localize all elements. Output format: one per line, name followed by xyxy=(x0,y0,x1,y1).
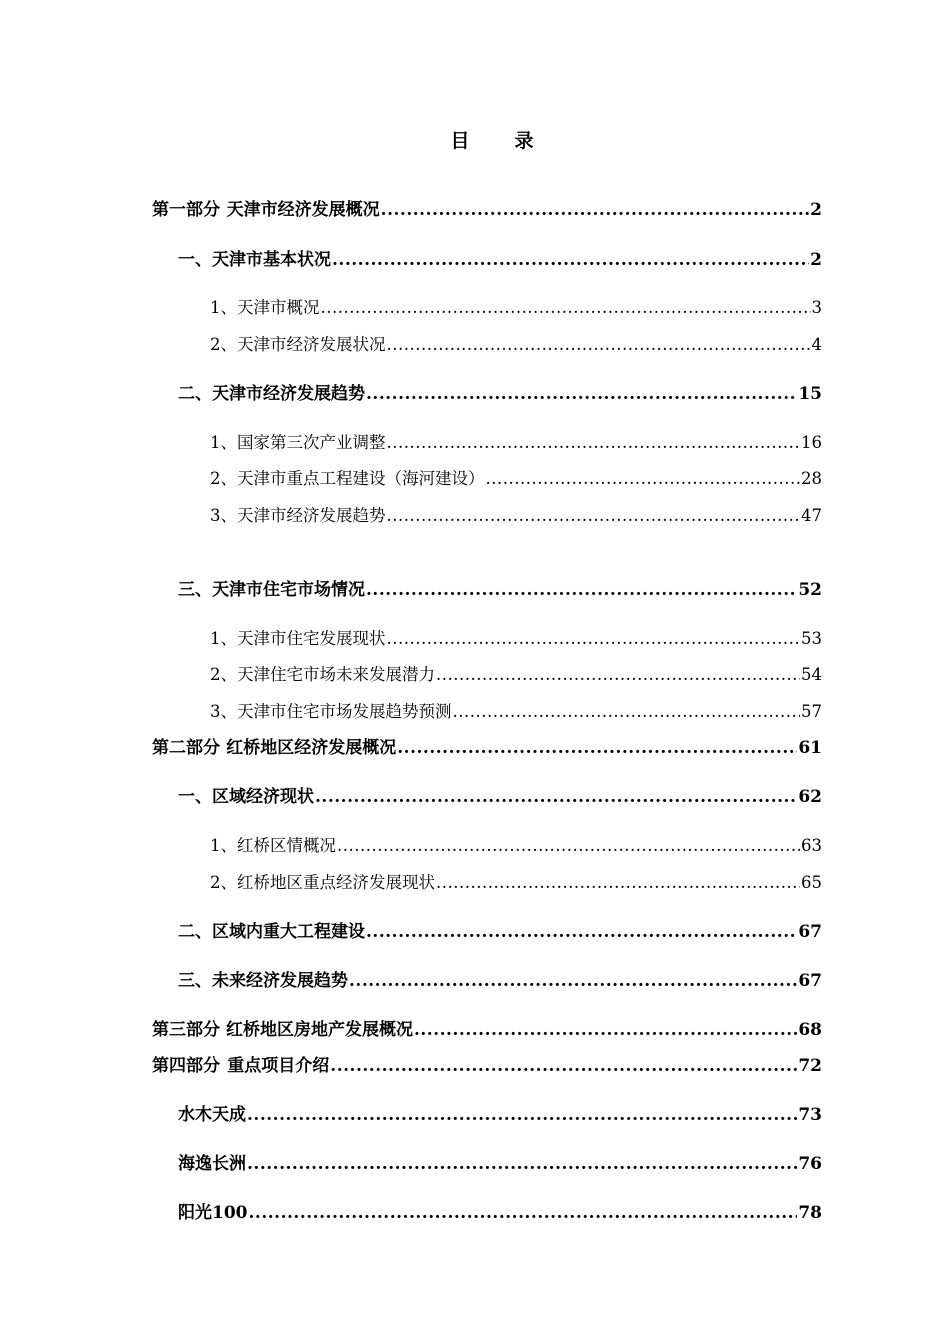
toc-title: 阳光100 xyxy=(178,1203,248,1223)
toc-entry-project-1[interactable] xyxy=(178,1104,822,1126)
toc-leader xyxy=(366,579,797,601)
toc-number: 2、 xyxy=(210,469,237,488)
toc-title: 天津住宅市场未来发展潜力 xyxy=(237,665,435,684)
toc-number: 二、 xyxy=(178,384,212,404)
toc-title: 天津市概况 xyxy=(237,298,320,317)
toc-entry-section-1-2[interactable] xyxy=(178,383,822,405)
toc-leader xyxy=(332,249,809,271)
toc-entry-project-2[interactable] xyxy=(178,1153,822,1175)
toc-number: 第三部分 xyxy=(152,1020,220,1040)
toc-leader xyxy=(315,786,797,808)
toc-leader xyxy=(330,1055,797,1077)
toc-entry-section-1-1[interactable] xyxy=(178,249,822,271)
toc-leader xyxy=(247,1153,797,1175)
toc-title: 天津市重点工程建设（海河建设） xyxy=(237,469,485,488)
toc-entry-item-1-1-1[interactable] xyxy=(210,297,822,319)
toc-page-number: 73 xyxy=(798,1105,822,1125)
toc-page-number: 63 xyxy=(801,836,822,855)
toc-leader xyxy=(387,505,801,527)
toc-title: 红桥地区重点经济发展现状 xyxy=(237,873,435,892)
toc-leader xyxy=(366,383,797,405)
toc-page-number: 2 xyxy=(810,200,822,220)
toc-entry-item-1-2-3[interactable] xyxy=(210,505,822,527)
toc-page-number: 76 xyxy=(798,1154,822,1174)
toc-page-number: 65 xyxy=(801,873,822,892)
toc-number: 2、 xyxy=(210,873,237,892)
toc-page-number: 15 xyxy=(798,384,822,404)
toc-page-number: 28 xyxy=(801,469,822,488)
toc-title: 天津市住宅市场情况 xyxy=(212,580,365,600)
toc-page-number: 54 xyxy=(801,665,822,684)
toc-number: 第四部分 xyxy=(152,1056,220,1076)
toc-page-number: 62 xyxy=(798,787,822,807)
toc-page-number: 61 xyxy=(798,738,822,758)
toc-title: 水木天成 xyxy=(178,1105,246,1125)
toc-page-number: 72 xyxy=(798,1056,822,1076)
toc-title: 红桥地区房地产发展概况 xyxy=(225,1020,413,1040)
toc-entry-section-1-3[interactable] xyxy=(178,579,822,601)
toc-leader xyxy=(436,872,800,894)
toc-entry-item-1-2-1[interactable] xyxy=(210,432,822,454)
toc-number: 第一部分 xyxy=(152,200,220,220)
toc-page-number: 2 xyxy=(810,250,822,270)
toc-entry-part-1[interactable] xyxy=(152,199,822,221)
toc-entry-part-4[interactable] xyxy=(152,1055,822,1077)
toc-page-number: 57 xyxy=(801,702,822,721)
toc-entry-item-2-1-2[interactable] xyxy=(210,872,822,894)
toc-number: 二、 xyxy=(178,922,212,942)
toc-number: 2、 xyxy=(210,335,237,354)
toc-entry-item-2-1-1[interactable] xyxy=(210,835,822,857)
toc-entry-item-1-3-1[interactable] xyxy=(210,628,822,650)
toc-leader xyxy=(387,432,801,454)
page-title xyxy=(0,126,950,153)
toc-entry-project-3[interactable] xyxy=(178,1202,822,1224)
toc-title: 区域内重大工程建设 xyxy=(212,922,365,942)
toc-title: 天津市经济发展趋势 xyxy=(237,506,386,525)
toc-page-number: 67 xyxy=(798,922,822,942)
toc-leader xyxy=(321,297,811,319)
toc-number: 1、 xyxy=(210,298,237,317)
title-char-2: 录 xyxy=(514,130,535,152)
toc-entry-section-2-2[interactable] xyxy=(178,921,822,943)
toc-entry-section-2-3[interactable] xyxy=(178,970,822,992)
toc-title: 天津市住宅市场发展趋势预测 xyxy=(237,702,452,721)
toc-page-number: 68 xyxy=(798,1020,822,1040)
toc-title: 天津市经济发展状况 xyxy=(237,335,386,354)
toc-title: 天津市住宅发展现状 xyxy=(237,629,386,648)
toc-number: 1、 xyxy=(210,836,237,855)
toc-leader xyxy=(366,921,797,943)
toc-leader xyxy=(397,737,797,759)
toc-number: 3、 xyxy=(210,506,237,525)
toc-title: 红桥地区经济发展概况 xyxy=(226,738,397,758)
toc-number: 一、 xyxy=(178,787,212,807)
toc-number: 一、 xyxy=(178,250,212,270)
toc-page-number: 53 xyxy=(801,629,822,648)
toc-leader xyxy=(414,1019,797,1041)
toc-leader xyxy=(337,835,800,857)
toc-page-number: 52 xyxy=(798,580,822,600)
toc-entry-item-1-1-2[interactable] xyxy=(210,334,822,356)
toc-leader xyxy=(387,628,801,650)
toc-title: 区域经济现状 xyxy=(212,787,314,807)
toc-title: 红桥区情概况 xyxy=(237,836,336,855)
toc-entry-item-1-2-2[interactable] xyxy=(210,468,822,490)
toc-title: 天津市经济发展概况 xyxy=(226,200,380,220)
toc-leader xyxy=(453,701,801,723)
toc-title: 国家第三次产业调整 xyxy=(237,433,386,452)
toc-page-number: 3 xyxy=(811,298,822,317)
toc-entry-part-3[interactable] xyxy=(152,1019,822,1041)
toc-title: 天津市经济发展趋势 xyxy=(212,384,365,404)
toc-page-number: 67 xyxy=(798,971,822,991)
toc-entry-part-2[interactable] xyxy=(152,737,822,759)
toc-entry-item-1-3-3[interactable] xyxy=(210,701,822,723)
toc-leader xyxy=(381,199,809,221)
toc-title: 海逸长洲 xyxy=(178,1154,246,1174)
toc-number: 2、 xyxy=(210,665,237,684)
toc-leader xyxy=(247,1104,797,1126)
title-char-1: 目 xyxy=(450,130,471,152)
toc-title: 未来经济发展趋势 xyxy=(212,971,348,991)
toc-number: 第二部分 xyxy=(152,738,220,758)
toc-number: 三、 xyxy=(178,580,212,600)
toc-number: 三、 xyxy=(178,971,212,991)
toc-leader xyxy=(436,664,800,686)
toc-title: 天津市基本状况 xyxy=(212,250,331,270)
toc-page-number: 16 xyxy=(801,433,822,452)
toc-leader xyxy=(349,970,797,992)
toc-leader xyxy=(486,468,801,490)
toc-number: 1、 xyxy=(210,433,237,452)
toc-page-number: 47 xyxy=(801,506,822,525)
toc-leader xyxy=(387,334,811,356)
toc-leader xyxy=(249,1202,798,1224)
toc-entry-section-2-1[interactable] xyxy=(178,786,822,808)
toc-page-number: 78 xyxy=(798,1203,822,1223)
toc-page-number: 4 xyxy=(811,335,822,354)
toc-number: 1、 xyxy=(210,629,237,648)
toc-title: 重点项目介绍 xyxy=(227,1056,330,1076)
toc-number: 3、 xyxy=(210,702,237,721)
toc-entry-item-1-3-2[interactable] xyxy=(210,664,822,686)
